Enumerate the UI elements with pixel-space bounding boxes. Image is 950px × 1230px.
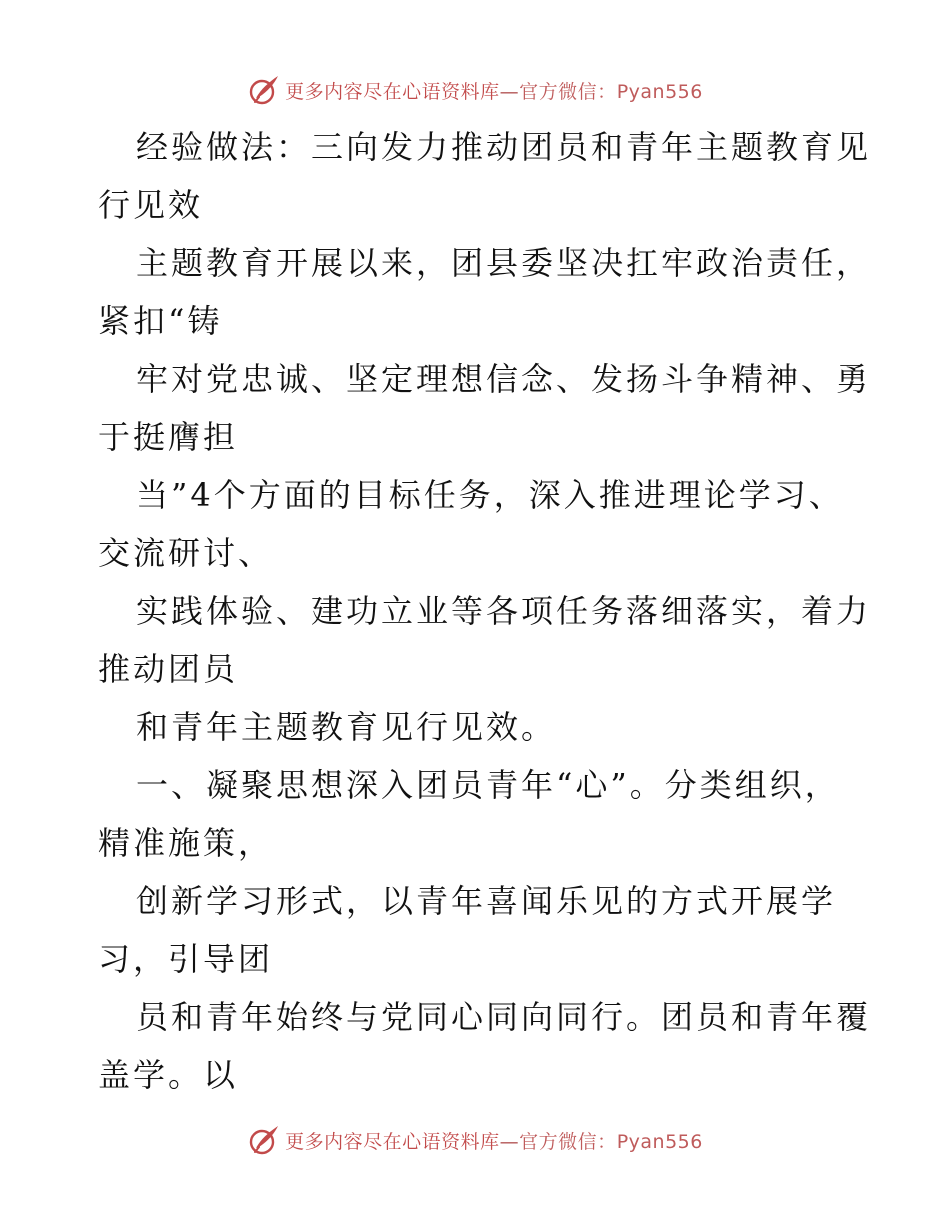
text-line: 精准施策， bbox=[98, 824, 274, 862]
text-line: 一、凝聚思想深入团员青年“心”。分类组织， bbox=[136, 766, 840, 804]
text-line: 主题教育开展以来，团县委坚决扛牢政治责任， bbox=[136, 244, 872, 282]
text-line: 于挺膺担 bbox=[98, 418, 239, 456]
document-body bbox=[98, 118, 872, 1104]
text-line: 紧扣“铸 bbox=[98, 302, 223, 340]
text-line: 和青年主题教育见行见效。 bbox=[136, 708, 557, 746]
text-line: 创新学习形式，以青年喜闻乐见的方式开展学 bbox=[136, 882, 837, 920]
banner-text: 更多内容尽在心语资料库—官方微信：Pyan556 bbox=[285, 1130, 703, 1153]
text-line: 实践体验、建功立业等各项任务落细落实，着力 bbox=[136, 592, 872, 630]
feather-quill-logo-icon bbox=[247, 73, 281, 107]
text-line: 牢对党忠诚、坚定理想信念、发扬斗争精神、勇 bbox=[136, 360, 872, 398]
text-line: 行见效 bbox=[98, 186, 204, 224]
header-banner bbox=[0, 70, 950, 110]
text-line: 当”4个方面的目标任务，深入推进理论学习、 bbox=[136, 476, 844, 514]
feather-quill-logo-icon bbox=[247, 1123, 281, 1157]
text-line: 习，引导团 bbox=[98, 940, 274, 978]
text-line: 员和青年始终与党同心同向同行。团员和青年覆 bbox=[136, 998, 872, 1036]
text-line: 推动团员 bbox=[98, 650, 239, 688]
text-line: 交流研讨、 bbox=[98, 534, 274, 572]
banner-text: 更多内容尽在心语资料库—官方微信：Pyan556 bbox=[285, 80, 703, 103]
text-line: 经验做法：三向发力推动团员和青年主题教育见 bbox=[136, 128, 872, 166]
footer-banner bbox=[0, 1120, 950, 1160]
text-line: 盖学。以 bbox=[98, 1056, 239, 1094]
